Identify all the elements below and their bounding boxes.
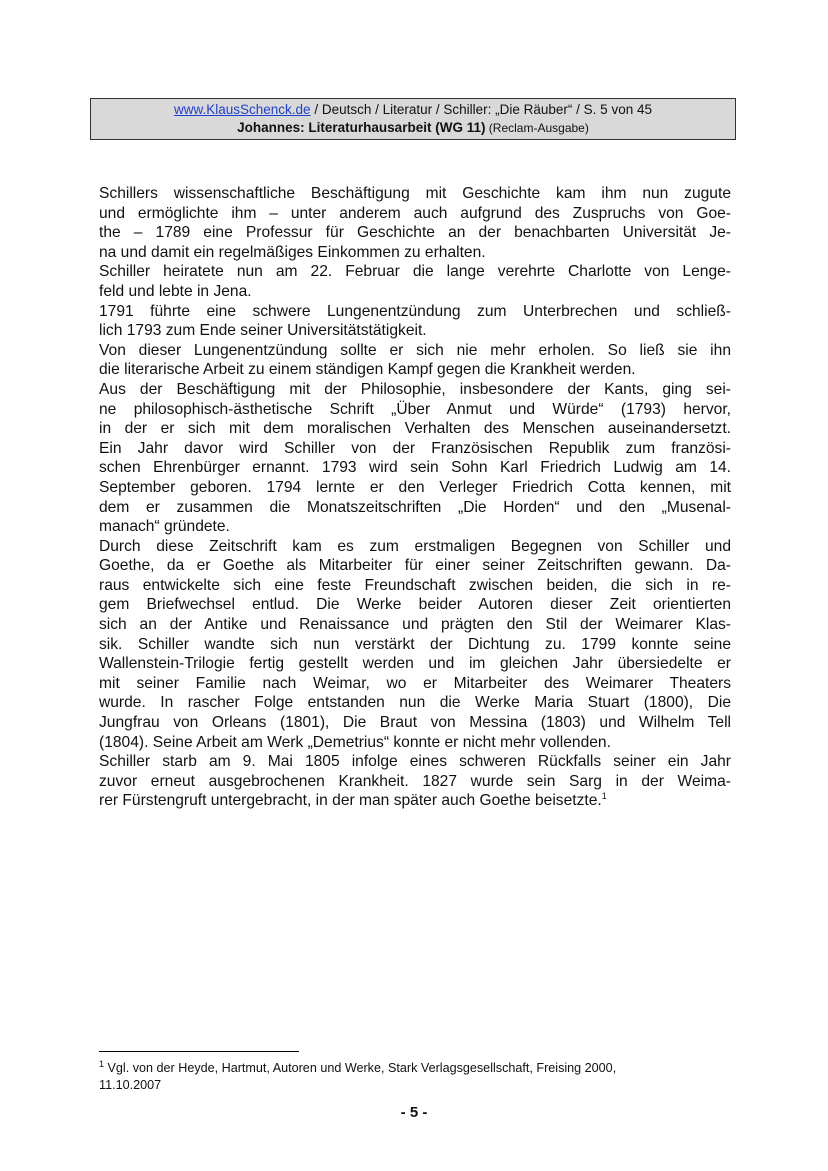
header-author: Johannes: Literaturhausarbeit (WG 11)	[237, 120, 486, 135]
footnote	[99, 1060, 739, 1093]
footnote-text-line-2: 11.10.2007	[99, 1077, 162, 1092]
paragraph-line: wurde. In rascher Folge entstanden nun die Werke Maria Stuart (1800), Die	[99, 694, 731, 712]
paragraph-line: September geboren. 1794 lernte er den Verleger Friedrich Cotta kennen, mit	[99, 478, 731, 496]
paragraph-line: zuvor erneut ausgebrochenen Krankheit. 1827 wurde sein Sarg in der Weima-	[99, 772, 731, 790]
paragraph-line: ne philosophisch-ästhetische Schrift „Über Anmut und Würde“ (1793) hervor,	[99, 400, 731, 418]
paragraph-line: und ermöglichte ihm – unter anderem auch aufgrund des Zuspruchs von Goe-	[99, 204, 731, 222]
paragraph-line: die literarische Arbeit zu einem ständigen Kampf gegen die Krankheit werden.	[99, 361, 636, 379]
paragraph-line: Schiller heiratete nun am 22. Februar die lange verehrte Charlotte von Lenge-	[99, 263, 731, 281]
paragraph	[99, 380, 731, 537]
footnote-text-line-1: Vgl. von der Heyde, Hartmut, Autoren und Werke, Stark Verlagsgesellschaft, Freising 2000,	[104, 1061, 617, 1075]
paragraph	[99, 302, 731, 341]
paragraph-line: manach“ gründete.	[99, 518, 230, 536]
footnote-divider	[99, 1051, 299, 1052]
paragraph-line: lich 1793 zum Ende seiner Universitätstätigkeit.	[99, 322, 427, 340]
paragraph-line: na und damit ein regelmäßiges Einkommen zu erhalten.	[99, 243, 486, 261]
paragraph-line: the – 1789 eine Professur für Geschichte an der benachbarten Universität Je-	[99, 224, 731, 242]
paragraph-line: Goethe, da er Goethe als Mitarbeiter für einer seiner Zeitschriften gewann. Da-	[99, 557, 731, 575]
page-number: - 5 -	[400, 1104, 428, 1121]
paragraph-line: Aus der Beschäftigung mit der Philosophie, insbesondere der Kants, ging sei-	[99, 380, 731, 398]
paragraph-line: feld und lebte in Jena.	[99, 282, 252, 300]
paragraph-line: Ein Jahr davor wird Schiller von der Französischen Republik zum französi-	[99, 439, 731, 457]
paragraph-line: Durch diese Zeitschrift kam es zum erstmaligen Begegnen von Schiller und	[99, 537, 731, 555]
paragraph-line: mit seiner Familie nach Weimar, wo er Mitarbeiter des Weimarer Theaters	[99, 674, 731, 692]
paragraph-line: Schiller starb am 9. Mai 1805 infolge eines schweren Rückfalls seiner ein Jahr	[99, 753, 731, 771]
paragraph-line: schen Ehrenbürger ernannt. 1793 wird sein Sohn Karl Friedrich Ludwig am 14.	[99, 459, 731, 477]
paragraph-line: raus entwickelte sich eine feste Freundschaft zwischen beiden, die sich in re-	[99, 576, 731, 594]
paragraph-line: Schillers wissenschaftliche Beschäftigung mit Geschichte kam ihm nun zugute	[99, 185, 731, 202]
header-line-2	[91, 119, 735, 137]
paragraph-line: gem Briefwechsel entlud. Die Werke beider Autoren dieser Zeit orientierten	[99, 596, 731, 614]
paragraph-line: (1804). Seine Arbeit am Werk „Demetrius“ konnte er nicht mehr vollenden.	[99, 733, 611, 751]
body-text	[99, 184, 731, 811]
paragraph-line: Wallenstein-Trilogie fertig gestellt werden und im gleichen Jahr übersiedelte er	[99, 655, 731, 673]
paragraph	[99, 537, 731, 753]
website-link[interactable]: www.KlausSchenck.de	[174, 102, 311, 117]
paragraph-line: Jungfrau von Orleans (1801), Die Braut von Messina (1803) und Wilhelm Tell	[99, 714, 731, 732]
footnote-reference[interactable]: 1	[601, 791, 607, 802]
paragraph-line: Von dieser Lungenentzündung sollte er sich nie mehr erholen. So ließ sie ihn	[99, 341, 731, 359]
header-edition: (Reclam-Ausgabe)	[485, 121, 589, 135]
paragraph-line: sik. Schiller wandte sich nun verstärkt der Dichtung zu. 1799 konnte seine	[99, 635, 731, 653]
footnote-mark: 1	[99, 1058, 105, 1069]
paragraph	[99, 341, 731, 380]
paragraph	[99, 262, 731, 301]
paragraph-line: 1791 führte eine schwere Lungenentzündung zum Unterbrechen und schließ-	[99, 302, 731, 320]
paragraph	[99, 184, 731, 262]
paragraph-line-text: rer Fürstengruft untergebracht, in der man später auch Goethe beisetzte.	[99, 792, 602, 810]
document-header	[90, 98, 736, 140]
paragraph-line: sich an der Antike und Renaissance und prägten den Stil der Weimarer Klas-	[99, 616, 731, 634]
header-path: / Deutsch / Literatur / Schiller: „Die Räuber“ / S. 5 von 45	[310, 102, 652, 117]
paragraph	[99, 752, 731, 811]
paragraph-line: dem er zusammen die Monatszeitschriften „Die Horden“ und den „Musenal-	[99, 498, 731, 516]
header-line-1	[91, 101, 735, 119]
paragraph-line	[99, 791, 731, 811]
paragraph-line: in der er sich mit dem moralischen Verhalten des Menschen auseinandersetzt.	[99, 420, 731, 438]
